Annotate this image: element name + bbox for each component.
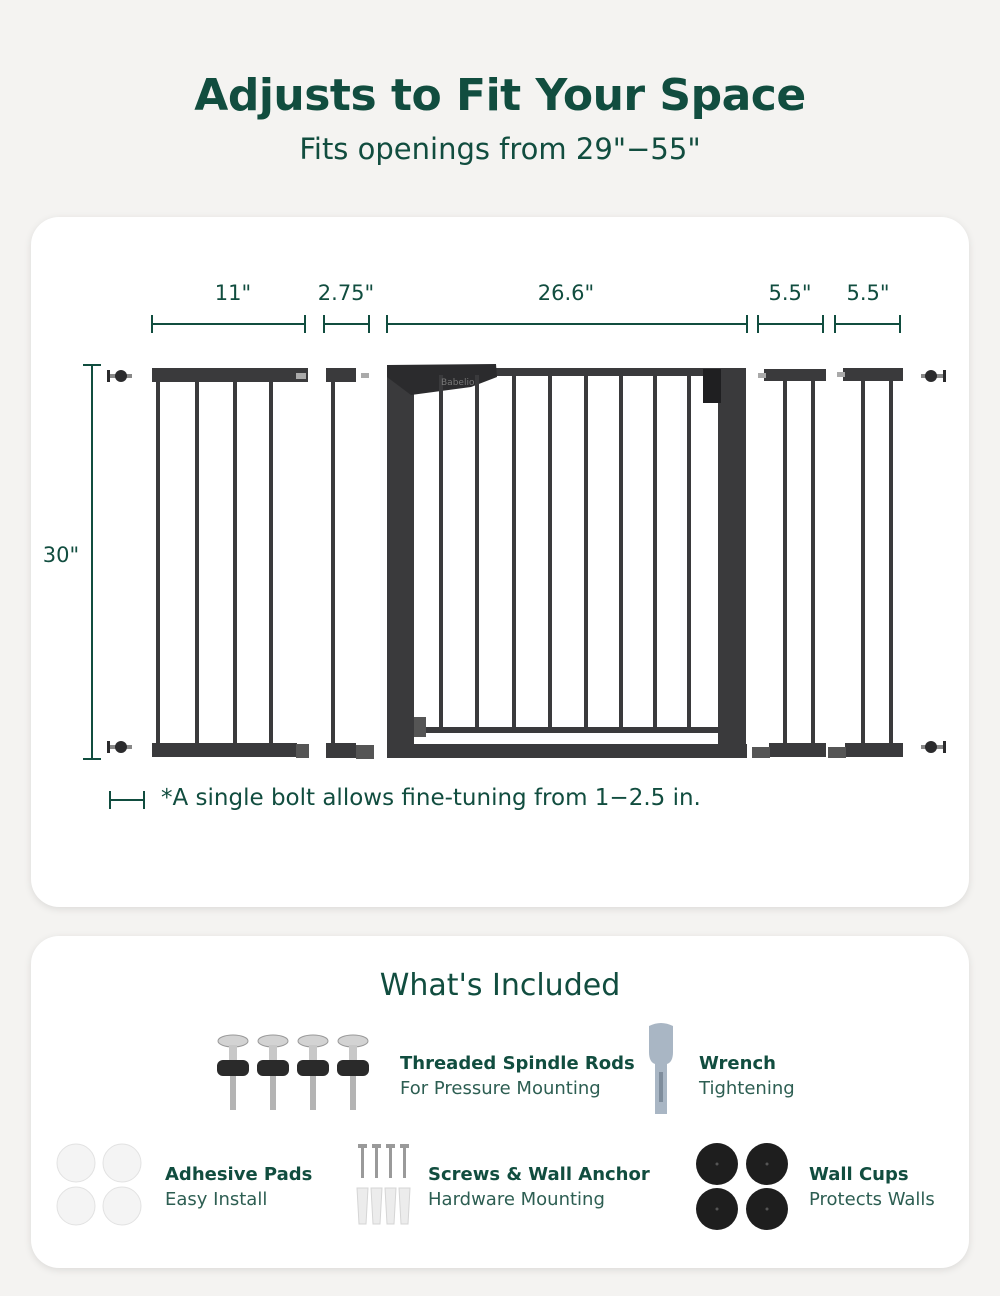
width-label-extension-5-5-a: 5.5" xyxy=(768,281,812,305)
adhesive-pads-icon xyxy=(55,1142,145,1228)
spindle-rods-icon xyxy=(211,1032,381,1116)
headline: Adjusts to Fit Your Space xyxy=(194,70,806,121)
item-desc-wall-cups: Protects Walls xyxy=(809,1189,935,1210)
spindle-rod-top-left xyxy=(107,370,132,382)
spindle-rod-top-right xyxy=(921,370,946,382)
item-name-spindle-rods: Threaded Spindle Rods xyxy=(400,1053,635,1074)
width-label-gate-26-6: 26.6" xyxy=(537,281,595,305)
item-desc-screws-anchors: Hardware Mounting xyxy=(428,1189,605,1210)
fine-tuning-note: *A single bolt allows fine-tuning from 1−2.5 in. xyxy=(161,785,701,811)
gate-brand-mark: Babelio xyxy=(441,378,475,388)
wall-cups-icon xyxy=(695,1142,791,1232)
spindle-rod-bottom-right xyxy=(921,741,946,753)
item-name-wall-cups: Wall Cups xyxy=(809,1164,909,1185)
wrench-icon xyxy=(643,1022,679,1118)
item-desc-spindle-rods: For Pressure Mounting xyxy=(400,1078,601,1099)
whats-included-card xyxy=(31,936,969,1268)
extension-panel-5-5-a xyxy=(752,369,826,758)
subheadline: Fits openings from 29"−55" xyxy=(299,132,701,166)
extension-panel-5-5-b xyxy=(828,368,903,758)
width-label-extension-5-5-b: 5.5" xyxy=(846,281,890,305)
screws-anchors-icon xyxy=(351,1144,415,1228)
extension-panel-2-75 xyxy=(326,368,374,759)
main-gate xyxy=(387,364,747,758)
whats-included-title: What's Included xyxy=(379,968,621,1003)
item-desc-wrench: Tightening xyxy=(699,1078,795,1099)
item-desc-adhesive-pads: Easy Install xyxy=(165,1189,268,1210)
width-dimension-lines xyxy=(152,315,900,333)
item-name-screws-anchors: Screws & Wall Anchor xyxy=(428,1164,650,1185)
spindle-rod-bottom-left xyxy=(107,741,132,753)
item-name-wrench: Wrench xyxy=(699,1053,776,1074)
extension-panel-11 xyxy=(152,368,309,758)
height-dimension-line xyxy=(83,365,101,759)
bolt-adjust-icon xyxy=(110,791,144,809)
height-label-30: 30" xyxy=(42,543,80,567)
item-name-adhesive-pads: Adhesive Pads xyxy=(165,1164,313,1185)
dimensions-card xyxy=(31,217,969,907)
width-label-extension-2-75: 2.75" xyxy=(317,281,375,305)
width-label-extension-11: 11" xyxy=(214,281,252,305)
